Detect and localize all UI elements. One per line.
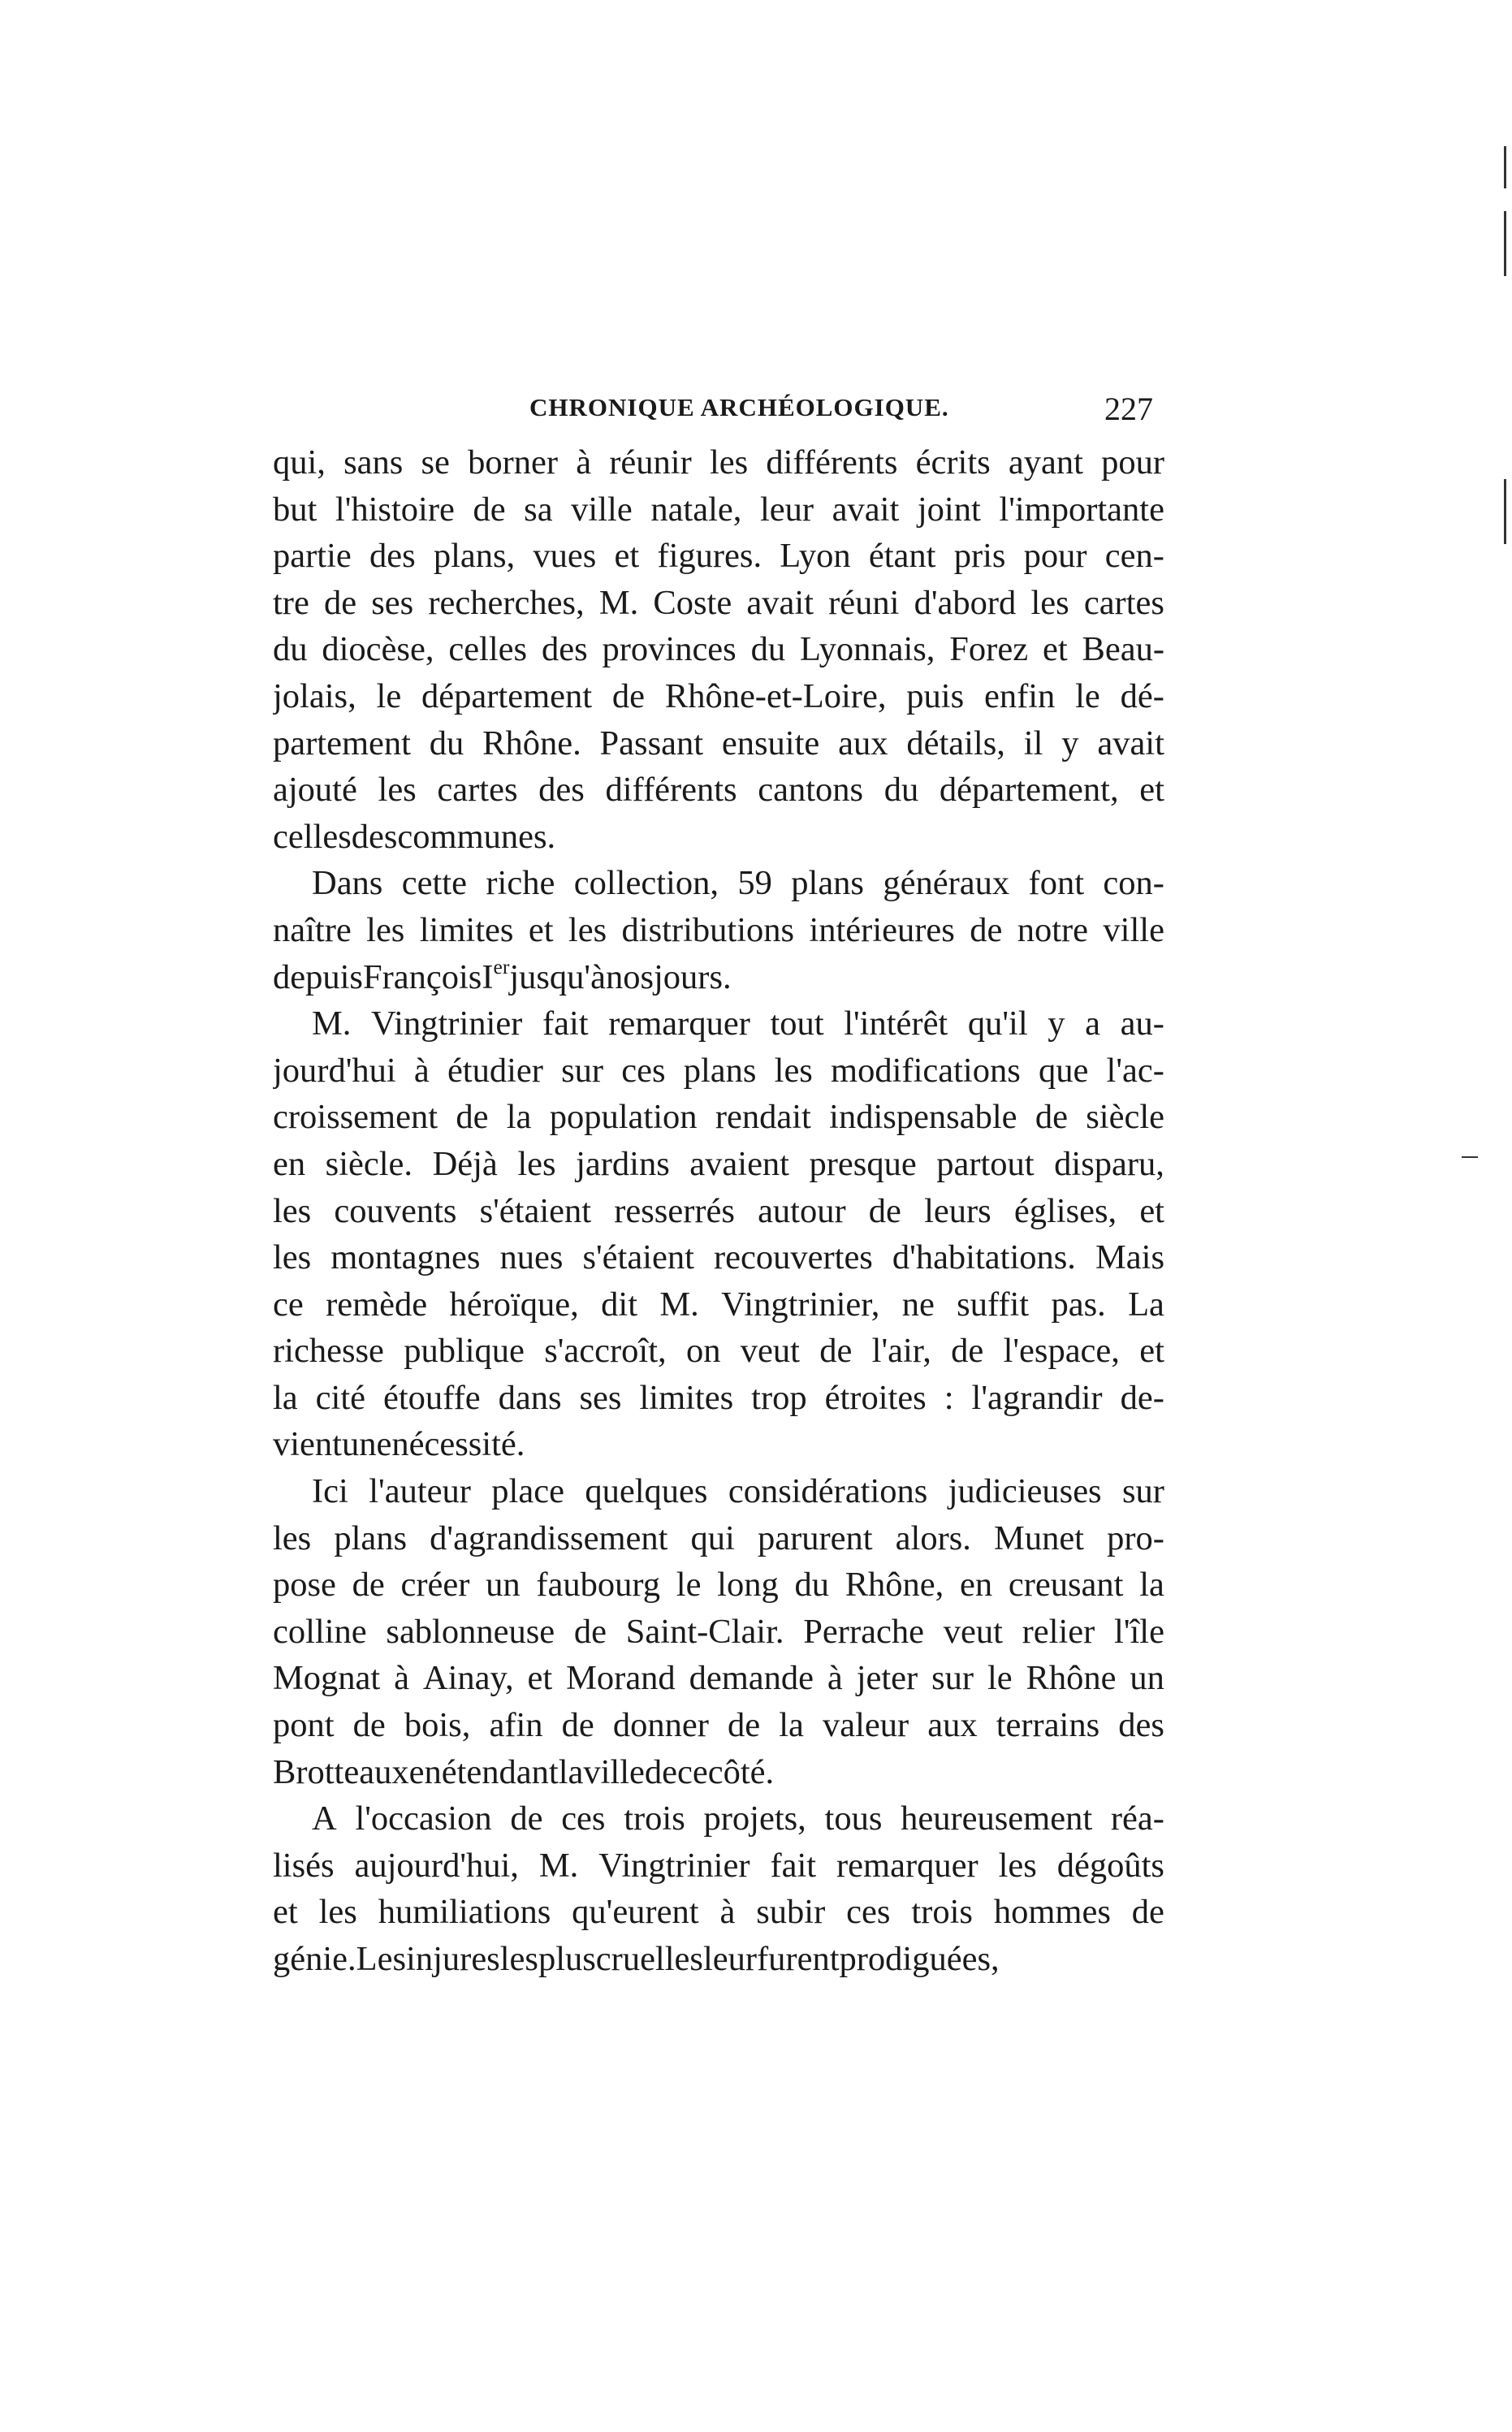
text-line: Brotteaux en étendant la ville de ce côté.	[273, 1752, 775, 1791]
text-line: vient une nécessité.	[273, 1425, 525, 1464]
text-line: richesse publique s'accroît, on veut de l'air, de l'espace, et	[273, 1332, 1164, 1371]
text-line: celles des communes.	[273, 817, 556, 856]
paragraph	[273, 1795, 1164, 1982]
text-line: en siècle. Déjà les jardins avaient presque partout disparu,	[273, 1144, 1164, 1183]
text-line: Mognat à Ainay, et Morand demande à jeter sur le Rhône un	[273, 1659, 1164, 1698]
text-line: pont de bois, afin de donner de la valeur aux terrains des	[273, 1706, 1164, 1745]
text-line: du diocèse, celles des provinces du Lyonnais, Forez et Beau-	[273, 630, 1164, 669]
margin-dash-mark	[1462, 1156, 1478, 1158]
text-line: Dans cette riche collection, 59 plans généraux font con-	[312, 864, 1164, 903]
text-line: les plans d'agrandissement qui parurent alors. Munet pro-	[273, 1518, 1164, 1557]
text-line: qui, sans se borner à réunir les différents écrits ayant pour	[273, 443, 1164, 482]
text-line: pose de créer un faubourg le long du Rhône, en creusant la	[273, 1566, 1164, 1605]
body-text	[273, 439, 1164, 1983]
text-line: A l'occasion de ces trois projets, tous heureusement réa-	[312, 1799, 1164, 1838]
running-title: CHRONIQUE ARCHÉOLOGIQUE.	[529, 393, 949, 421]
text-line: la cité étouffe dans ses limites trop étroites : l'agrandir de-	[273, 1378, 1164, 1417]
text-line: et les humiliations qu'eurent à subir ces trois hommes de	[273, 1893, 1164, 1932]
text-line: croissement de la population rendait indispensable de siècle	[273, 1098, 1164, 1137]
page-number: 227	[1104, 391, 1153, 427]
paragraph	[273, 1000, 1164, 1468]
text-line: les couvents s'étaient resserrés autour de leurs églises, et	[273, 1191, 1164, 1230]
text-line: ajouté les cartes des différents cantons du département, et	[273, 771, 1164, 810]
text-line: partement du Rhône. Passant ensuite aux détails, il y avait	[273, 724, 1164, 762]
paragraph	[273, 1468, 1164, 1795]
text-line: Ici l'auteur place quelques considérations judicieuses sur	[312, 1472, 1164, 1511]
text-line: M. Vingtrinier fait remarquer tout l'intérêt qu'il y a au-	[312, 1004, 1164, 1043]
margin-rule-mark	[1504, 479, 1506, 544]
running-header	[276, 393, 1153, 429]
paragraph	[273, 860, 1164, 1000]
text-line: ce remède héroïque, dit M. Vingtrinier, ne suffit pas. La	[273, 1285, 1164, 1324]
text-line: depuis François Ier jusqu'à nos jours.	[273, 954, 732, 996]
text-line: tre de ses recherches, M. Coste avait réuni d'abord les cartes	[273, 583, 1164, 622]
text-line: génie. Les injures les plus cruelles leur furent prodiguées,	[273, 1940, 1000, 1978]
text-line: but l'histoire de sa ville natale, leur avait joint l'importante	[273, 490, 1164, 529]
text-line: jolais, le département de Rhône-et-Loire, puis enfin le dé-	[273, 676, 1164, 715]
text-line: les montagnes nues s'étaient recouvertes d'habitations. Mais	[273, 1238, 1164, 1277]
text-line: jourd'hui à étudier sur ces plans les modifications que l'ac-	[273, 1051, 1164, 1090]
margin-rule-mark	[1504, 146, 1506, 188]
margin-rule-mark	[1504, 211, 1506, 276]
paragraph	[273, 439, 1164, 860]
text-line: partie des plans, vues et figures. Lyon étant pris pour cen-	[273, 537, 1164, 576]
text-line: colline sablonneuse de Saint-Clair. Perrache veut relier l'île	[273, 1612, 1164, 1651]
text-line: lisés aujourd'hui, M. Vingtrinier fait remarquer les dégoûts	[273, 1846, 1164, 1885]
text-line: naître les limites et les distributions intérieures de notre ville	[273, 910, 1164, 949]
